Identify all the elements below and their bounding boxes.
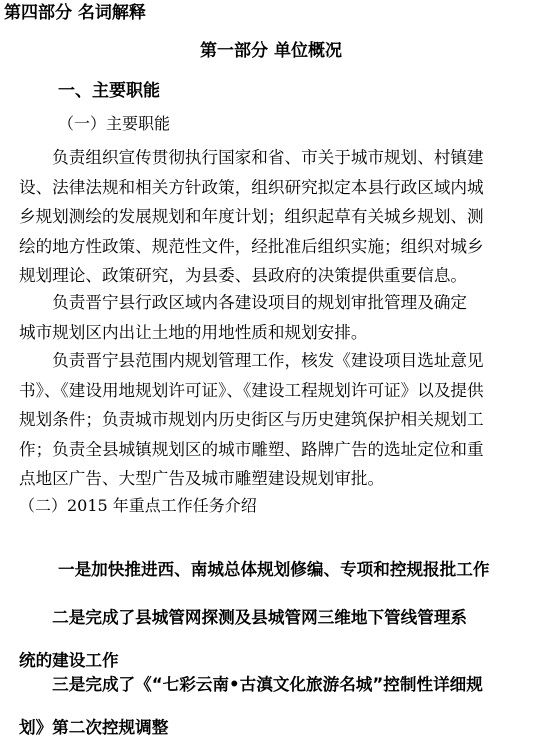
task-line: 二是完成了县城管网探测及县城管网三维地下管线管理系 xyxy=(19,608,468,627)
subsection-heading-main-functions: （一）主要职能 xyxy=(58,114,171,133)
task-line: 统的建设工作 xyxy=(19,651,119,670)
section-heading-main-functions: 一、主要职能 xyxy=(58,81,160,101)
paragraph-line: 城市规划区内出让土地的用地性质和规划安排。 xyxy=(19,322,368,342)
task-item-first: 一是加快推进西、南城总体规划修编、专项和控规报批工作 xyxy=(58,560,490,579)
paragraph-responsibilities-policy xyxy=(19,143,529,291)
part-label: 第四部分 名词解释 xyxy=(4,3,146,23)
task-line: 三是完成了《“七彩云南•古滇文化旅游名城”控制性详细规 xyxy=(19,675,483,694)
paragraph-line: 负责晋宁县范围内规划管理工作，核发《建设项目选址意见 xyxy=(19,351,484,370)
paragraph-line: 绘的地方性政策、规范性文件，经批准后组织实施；组织对城乡 xyxy=(19,236,484,256)
paragraph-line: 作；负责全县城镇规划区的城市雕塑、路牌广告的选址定位和重 xyxy=(19,439,484,459)
task-item-third xyxy=(19,663,529,749)
paragraph-line: 负责晋宁县行政区域内各建设项目的规划审批管理及确定 xyxy=(19,293,468,312)
paragraph-responsibilities-management xyxy=(19,346,529,494)
paragraph-line: 点地区广告、大型广告及城市雕塑建设规划审批。 xyxy=(19,469,385,488)
paragraph-line: 规划理论、政策研究，为县委、县政府的决策提供重要信息。 xyxy=(19,266,468,285)
paragraph-line: 书》、《建设用地规划许可证》、《建设工程规划许可证》以及提供 xyxy=(19,380,484,400)
subsection-heading-key-tasks: （二）2015 年重点工作任务介绍 xyxy=(19,496,257,515)
paragraph-responsibilities-approval xyxy=(19,288,529,347)
paragraph-line: 规划条件；负责城市规划内历史街区与历史建筑保护相关规划工 xyxy=(19,410,484,429)
paragraph-line: 乡规划测绘的发展规划和年度计划；组织起草有关城乡规划、测 xyxy=(19,207,484,226)
task-line: 划》第二次控规调整 xyxy=(19,718,169,737)
paragraph-line: 设、法律法规和相关方针政策，组织研究拟定本县行政区域内城 xyxy=(19,177,484,197)
paragraph-line: 负责组织宣传贯彻执行国家和省、市关于城市规划、村镇建 xyxy=(19,148,484,167)
part-title: 第一部分 单位概况 xyxy=(200,41,342,61)
